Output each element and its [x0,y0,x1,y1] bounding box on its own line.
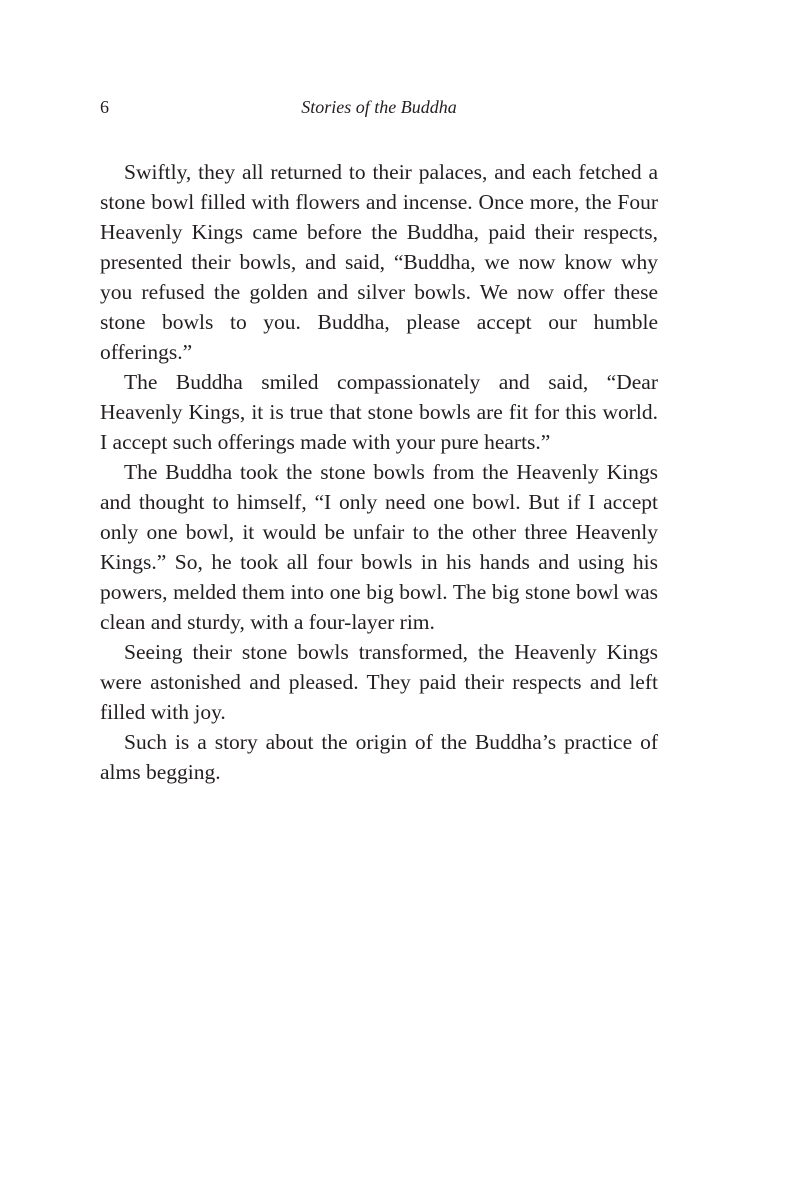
body-text [100,157,658,787]
running-title: Stories of the Buddha [301,97,457,117]
paragraph: Swiftly, they all returned to their palaces, and each fetched a stone bowl filled with flowers and incense. Once more, the Four Heavenly Kings came before the Buddha, paid their respects, presented their bowls, and said, “Buddha, we now know why you refused the golden and silver bowls. We now offer these stone bowls to you. Buddha, please accept our humble offerings.” [100,160,658,364]
running-head [100,94,658,120]
paragraph: Such is a story about the origin of the Buddha’s practice of alms begging. [100,730,658,784]
paragraph: Seeing their stone bowls transformed, the Heavenly Kings were astonished and pleased. They paid their respects and left filled with joy. [100,640,658,724]
page-number: 6 [100,97,109,117]
paragraph: The Buddha took the stone bowls from the Heavenly Kings and thought to himself, “I only need one bowl. But if I accept only one bowl, it would be unfair to the other three Heavenly Kings.” So, he took all four bowls in his hands and using his powers, melded them into one big bowl. The big stone bowl was clean and sturdy, with a four-layer rim. [100,460,658,634]
paragraph: The Buddha smiled compassionately and said, “Dear Heavenly Kings, it is true that stone bowls are fit for this world. I accept such offerings made with your pure hearts.” [100,370,658,454]
